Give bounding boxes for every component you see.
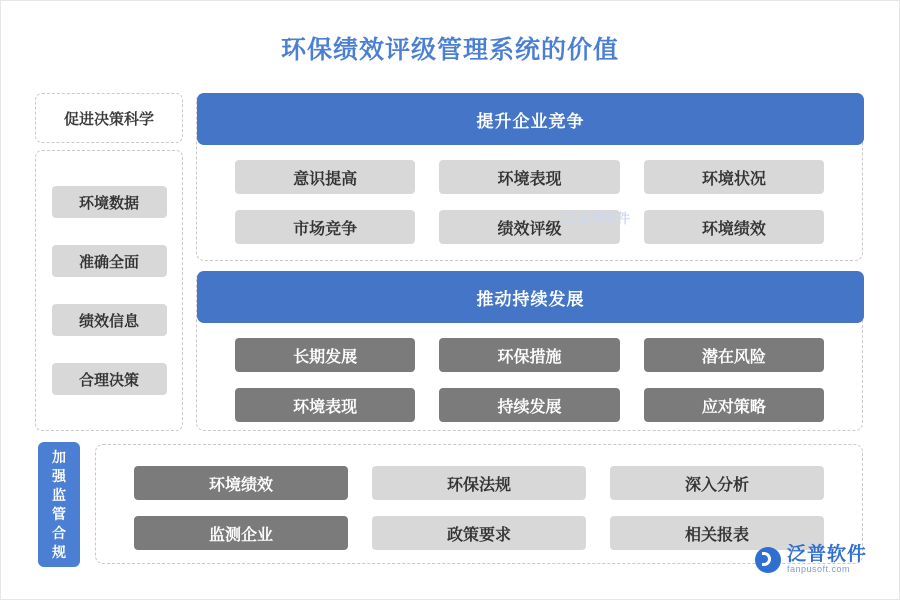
panel-supervision-compliance [95, 444, 863, 564]
panel-cell: 持续发展 [439, 388, 619, 422]
left-item: 绩效信息 [52, 304, 167, 336]
brand-logo-icon [755, 547, 781, 573]
panel-cell: 深入分析 [610, 466, 824, 500]
panel-cell: 环境绩效 [644, 210, 824, 244]
brand-name-cn: 泛普软件 [787, 544, 868, 565]
panel-band-title: 提升企业竞争 [197, 93, 864, 145]
panel-cell: 市场竞争 [235, 210, 415, 244]
panel-cell: 潜在风险 [644, 338, 824, 372]
page-title: 环保绩效评级管理系统的价值 [280, 36, 619, 64]
panel-cell-grid [197, 160, 862, 244]
vertical-badge-label: 加强监管合规 [52, 448, 66, 560]
left-top-box [35, 93, 183, 143]
brand-name-en: fanpusoft.com [787, 563, 851, 574]
panel-cell: 意识提高 [235, 160, 415, 194]
panel-sustainable-development [196, 271, 863, 431]
panel-cell: 环保法规 [372, 466, 586, 500]
left-item: 环境数据 [52, 186, 167, 218]
panel-enterprise-competition [196, 93, 863, 261]
panel-cell-grid [197, 338, 862, 422]
panel-cell-grid [96, 466, 862, 550]
left-item: 合理决策 [52, 363, 167, 395]
panel-band-title: 推动持续发展 [197, 271, 864, 323]
panel-cell: 监测企业 [134, 516, 348, 550]
left-items-box [35, 150, 183, 431]
panel-cell: 环境绩效 [134, 466, 348, 500]
left-item: 准确全面 [52, 245, 167, 277]
panel-cell: 政策要求 [372, 516, 586, 550]
brand-logo-text [787, 545, 867, 574]
panel-cell: 环境状况 [644, 160, 824, 194]
watermark-label: 泛普软件 [578, 211, 631, 226]
panel-cell: 长期发展 [235, 338, 415, 372]
left-top-label: 促进决策科学 [63, 110, 154, 128]
panel-cell: 绩效评级 [439, 210, 619, 244]
panel-cell: 相关报表 [610, 516, 824, 550]
vertical-badge [38, 442, 80, 567]
panel-cell: 环境表现 [235, 388, 415, 422]
panel-cell: 环保措施 [439, 338, 619, 372]
panel-cell: 环境表现 [439, 160, 619, 194]
brand-logo [755, 545, 867, 574]
panel-cell: 应对策略 [644, 388, 824, 422]
